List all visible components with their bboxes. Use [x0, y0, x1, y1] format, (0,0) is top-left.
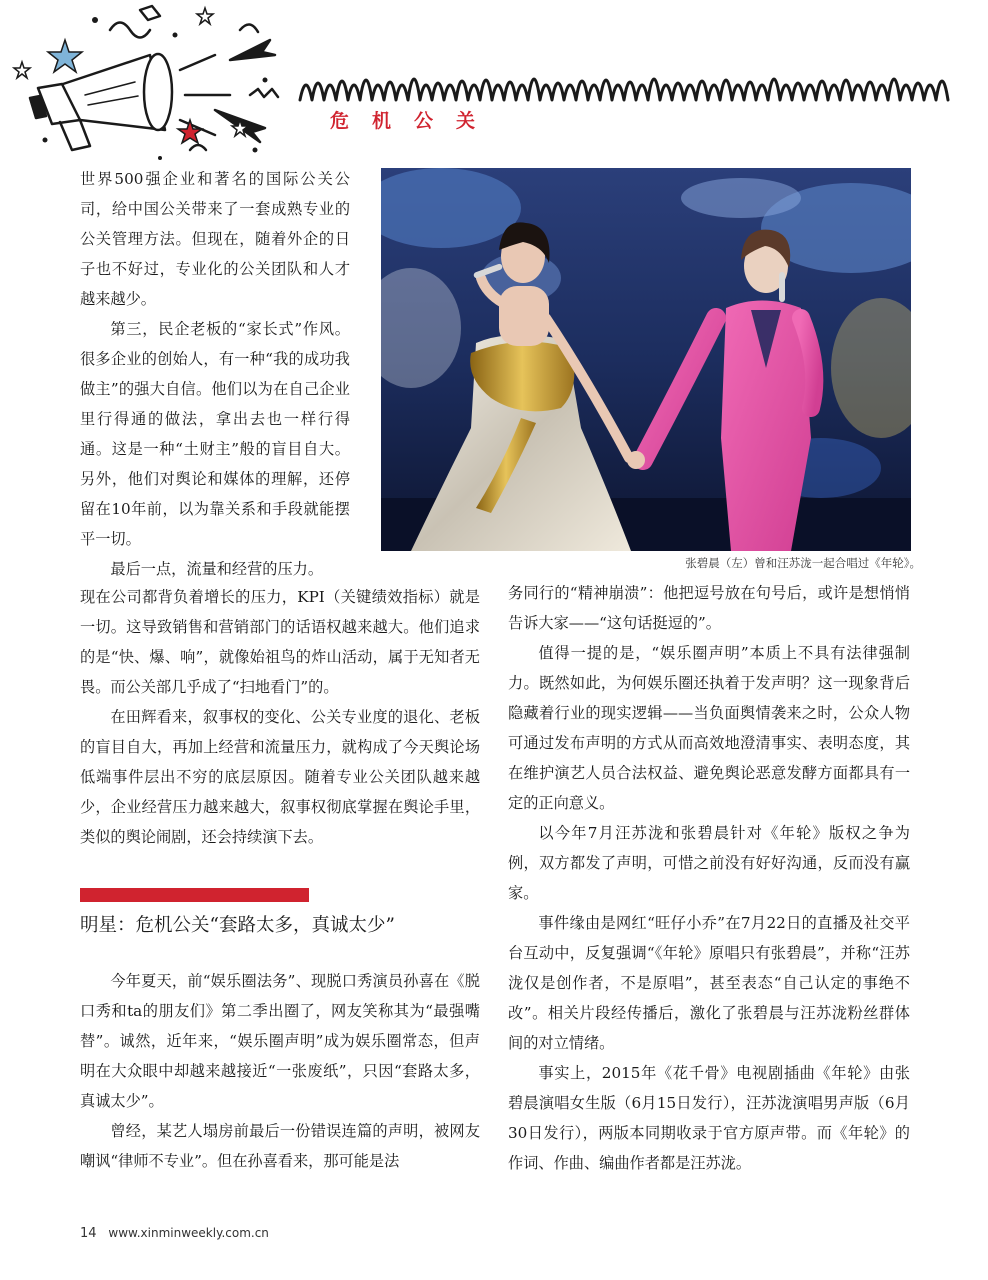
megaphone-doodle-icon: [0, 0, 988, 170]
paragraph: 第三，民企老板的“家长式”作风。很多企业的创始人，有一种“我的成功我做主”的强大自信。他们以为在自己企业里行得通的做法，拿出去也一样行得通。这是一种“土财主”般的盲目自大。另外，他们对舆论和媒体的理解，还停留在10年前，以为靠关系和手段就能摆平一切。: [80, 320, 350, 548]
paragraph: 今年夏天，前“娱乐圈法务”、现脱口秀演员孙喜在《脱口秀和ta的朋友们》第二季出圈了，网友笑称其为“最强嘴替”。诚然，近年来，“娱乐圈声明”成为娱乐圈常态，但声明在大众眼中却越来越接近“一张废纸”，只因“套路太多，真诚太少”。: [80, 972, 480, 1110]
photo-illustration: [381, 168, 911, 551]
left-column-top: [80, 164, 350, 584]
right-column: [508, 578, 910, 1178]
paragraph: 务同行的“精神崩溃”：他把逗号放在句号后，或许是想悄悄告诉大家——“这句话挺逗的”。: [508, 584, 910, 632]
paragraph: 最后一点，流量和经营的压力。: [110, 560, 324, 578]
left-column-bottom: [80, 582, 480, 852]
paragraph: 现在公司都背负着增长的压力，KPI（关键绩效指标）就是一切。这导致销售和营销部门的话语权越来越大。他们追求的是“快、爆、响”，就像始祖鸟的炸山活动，属于无知者无畏。而公关部几乎成了“扫地看门”的。: [80, 588, 480, 696]
paragraph: 曾经，某艺人塌房前最后一份错误连篇的声明，被网友嘲讽“律师不专业”。但在孙喜看来，那可能是法: [80, 1122, 480, 1170]
paragraph: 以今年7月汪苏泷和张碧晨针对《年轮》版权之争为例，双方都发了声明，可惜之前没有好好沟通，反而没有赢家。: [508, 824, 910, 902]
concert-photo: [381, 168, 911, 551]
website-url: www.xinminweekly.com.cn: [108, 1226, 269, 1240]
paragraph: 事实上，2015年《花千骨》电视剧插曲《年轮》由张碧晨演唱女生版（6月15日发行），汪苏泷演唱男声版（6月30日发行），两版本同期收录于官方原声带。而《年轮》的作词、作曲、编曲作者都是汪苏泷。: [508, 1064, 910, 1172]
left-column-section: [80, 966, 480, 1176]
paragraph: 在田辉看来，叙事权的变化、公关专业度的退化、老板的盲目自大，再加上经营和流量压力，就构成了今天舆论场低端事件层出不穷的底层原因。随着专业公关团队越来越少，企业经营压力越来越大，叙事权彻底掌握在舆论手里，类似的舆论闹剧，还会持续演下去。: [80, 708, 480, 846]
paragraph: 值得一提的是，“娱乐圈声明”本质上不具有法律强制力。既然如此，为何娱乐圈还执着于发声明？这一现象背后隐藏着行业的现实逻辑——当负面舆情袭来之时，公众人物可通过发布声明的方式从而高效地澄清事实、表明态度，其在维护演艺人员合法权益、避免舆论恶意发酵方面都具有一定的正向意义。: [508, 644, 910, 812]
paragraph: 世界500强企业和著名的国际公关公司，给中国公关带来了一套成熟专业的公关管理方法。但现在，随着外企的日子也不好过，专业化的公关团队和人才越来越少。: [80, 170, 350, 308]
section-heading: 明星：危机公关“套路太多，真诚太少”: [80, 915, 395, 936]
page-header: [0, 0, 988, 170]
page-number: 14: [80, 1226, 97, 1241]
section-divider-bar: [80, 888, 309, 902]
paragraph: 事件缘由是网红“旺仔小乔”在7月22日的直播及社交平台互动中，反复强调“《年轮》原唱只有张碧晨”，并称“汪苏泷仅是创作者，不是原唱”，甚至表态“自己认定的事绝不改”。相关片段经传播后，激化了张碧晨与汪苏泷粉丝群体间的对立情绪。: [508, 914, 910, 1052]
photo-caption: 张碧晨（左）曾和汪苏泷一起合唱过《年轮》。: [685, 556, 921, 570]
page-footer: [80, 1226, 269, 1241]
section-tag: 危机公关: [330, 110, 499, 132]
